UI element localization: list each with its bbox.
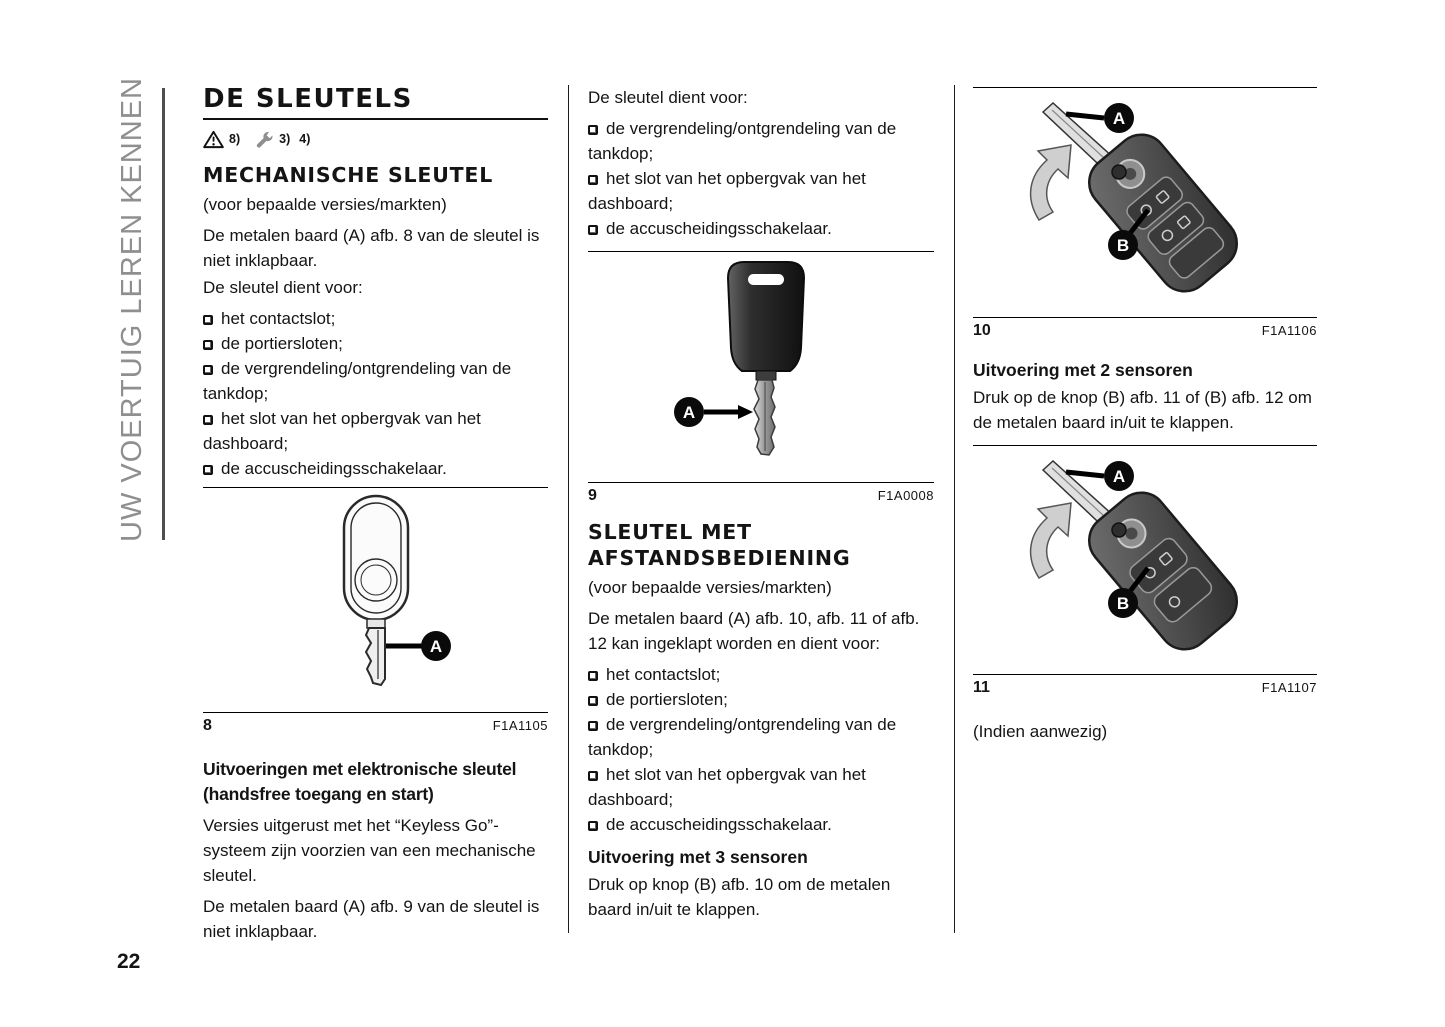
safety-icon-row [203, 128, 548, 150]
list-item-text: de portiersloten; [221, 334, 343, 353]
square-bullet-icon [588, 696, 598, 706]
paragraph: De metalen baard (A) afb. 8 van de sleutel is niet inklapbaar. [203, 226, 540, 270]
section-heading: SLEUTEL MET AFSTANDSBEDIENING [588, 520, 851, 570]
list-item [203, 456, 548, 481]
label-b-marker [1108, 230, 1138, 260]
svg-text:A: A [1112, 109, 1126, 128]
chapter-vertical-label: UW VOERTUIG LEREN KENNEN [116, 77, 148, 542]
figure-code: F1A1106 [1261, 323, 1317, 338]
label-a-marker [1104, 461, 1134, 491]
list-item-text: het slot van het opbergvak van het dashboard; [588, 169, 866, 213]
column-1 [203, 85, 548, 944]
list-item-text: de accuscheidingsschakelaar. [221, 459, 447, 478]
list-item-text: de accuscheidingsschakelaar. [606, 219, 832, 238]
list-item [588, 687, 934, 712]
square-bullet-icon [203, 340, 213, 350]
figure-code: F1A0008 [877, 488, 934, 503]
figure-9-caption [588, 482, 934, 505]
variant-note: (voor bepaalde versies/markten) [203, 195, 447, 214]
figure-number: 11 [973, 679, 990, 696]
square-bullet-icon [203, 365, 213, 375]
figure-number: 8 [203, 717, 212, 734]
svg-text:B: B [1116, 236, 1130, 255]
flip-key-2-buttons-illustration [973, 446, 1317, 674]
label-b-marker [1108, 588, 1138, 618]
subsection-heading: Uitvoeringen met elektronische sleutel (handsfree toegang en start) [203, 759, 517, 804]
square-bullet-icon [588, 125, 598, 135]
square-bullet-icon [588, 771, 598, 781]
column-divider [568, 85, 569, 933]
page-number: 22 [117, 950, 141, 973]
sidebar-rule [162, 88, 165, 540]
list-item-text: het contactslot; [606, 665, 721, 684]
list-item [203, 306, 548, 331]
list-item [588, 712, 934, 762]
key-black-head-illustration [588, 252, 934, 482]
svg-text:A: A [429, 637, 443, 656]
list-item [203, 356, 548, 406]
key-uses-list [588, 662, 934, 837]
paragraph: De sleutel dient voor: [588, 88, 748, 107]
list-item [588, 762, 934, 812]
variant-note: (voor bepaalde versies/markten) [588, 578, 832, 597]
column-divider [954, 85, 955, 933]
availability-note: (Indien aanwezig) [973, 722, 1108, 741]
column-3 [973, 85, 1317, 744]
list-item-text: het slot van het opbergvak van het dashboard; [588, 765, 866, 809]
square-bullet-icon [588, 721, 598, 731]
mechanical-key-illustration [203, 488, 548, 712]
list-item-text: de vergrendeling/ontgrendeling van de tankdop; [588, 119, 897, 163]
figure-8-caption [203, 712, 548, 735]
subsection-heading: Uitvoering met 3 sensoren [588, 847, 808, 867]
figure-10-caption [973, 317, 1317, 340]
paragraph: Druk op de knop (B) afb. 11 of (B) afb. 12 om de metalen baard in/uit te klappen. [973, 388, 1312, 432]
square-bullet-icon [203, 465, 213, 475]
square-bullet-icon [588, 821, 598, 831]
list-item [588, 662, 934, 687]
figure-9 [588, 251, 934, 482]
warning-note-ref: 8) [229, 132, 241, 146]
paragraph: De sleutel dient voor: [203, 278, 363, 297]
paragraph: Druk op knop (B) afb. 10 om de metalen baard in/uit te klappen. [588, 875, 891, 919]
list-item [203, 406, 548, 456]
square-bullet-icon [588, 175, 598, 185]
column-2 [588, 85, 934, 922]
key-uses-list [203, 306, 548, 481]
list-item [588, 166, 934, 216]
svg-text:A: A [682, 403, 696, 422]
label-a-marker [421, 631, 451, 661]
figure-code: F1A1107 [1261, 680, 1317, 695]
list-item [588, 812, 934, 837]
title-rule [203, 118, 548, 120]
flip-key-3-buttons-illustration [973, 88, 1317, 317]
page-title: DE SLEUTELS [203, 84, 413, 114]
list-item-text: het contactslot; [221, 309, 336, 328]
square-bullet-icon [588, 225, 598, 235]
list-item [588, 216, 934, 241]
caution-note-ref: 4) [299, 132, 311, 146]
list-item [588, 116, 934, 166]
list-item-text: de portiersloten; [606, 690, 728, 709]
figure-number: 10 [973, 322, 991, 339]
warning-triangle-icon [203, 130, 224, 149]
list-item-text: de vergrendeling/ontgrendeling van de tankdop; [203, 359, 512, 403]
list-item-text: de accuscheidingsschakelaar. [606, 815, 832, 834]
caution-note-ref: 3) [279, 132, 291, 146]
list-item-text: de vergrendeling/ontgrendeling van de tankdop; [588, 715, 897, 759]
paragraph: Versies uitgerust met het “Keyless Go”-systeem zijn voorzien van een mechanische sleutel. [203, 816, 536, 885]
subsection-heading: Uitvoering met 2 sensoren [973, 360, 1193, 380]
label-a-marker [674, 397, 704, 427]
section-heading: MECHANISCHE SLEUTEL [203, 163, 494, 187]
figure-10 [973, 87, 1317, 317]
svg-text:B: B [1116, 594, 1130, 613]
list-item [203, 331, 548, 356]
svg-text:A: A [1112, 467, 1126, 486]
key-uses-list [588, 116, 934, 241]
square-bullet-icon [203, 315, 213, 325]
square-bullet-icon [588, 671, 598, 681]
figure-number: 9 [588, 487, 597, 504]
figure-11-caption [973, 674, 1317, 697]
figure-11 [973, 445, 1317, 674]
square-bullet-icon [203, 415, 213, 425]
paragraph: De metalen baard (A) afb. 9 van de sleutel is niet inklapbaar. [203, 897, 540, 941]
wrench-icon [255, 130, 274, 149]
paragraph: De metalen baard (A) afb. 10, afb. 11 of afb. 12 kan ingeklapt worden en dient voor: [588, 609, 920, 653]
figure-8 [203, 487, 548, 712]
label-a-marker [1104, 103, 1134, 133]
figure-code: F1A1105 [492, 718, 548, 733]
list-item-text: het slot van het opbergvak van het dashboard; [203, 409, 481, 453]
